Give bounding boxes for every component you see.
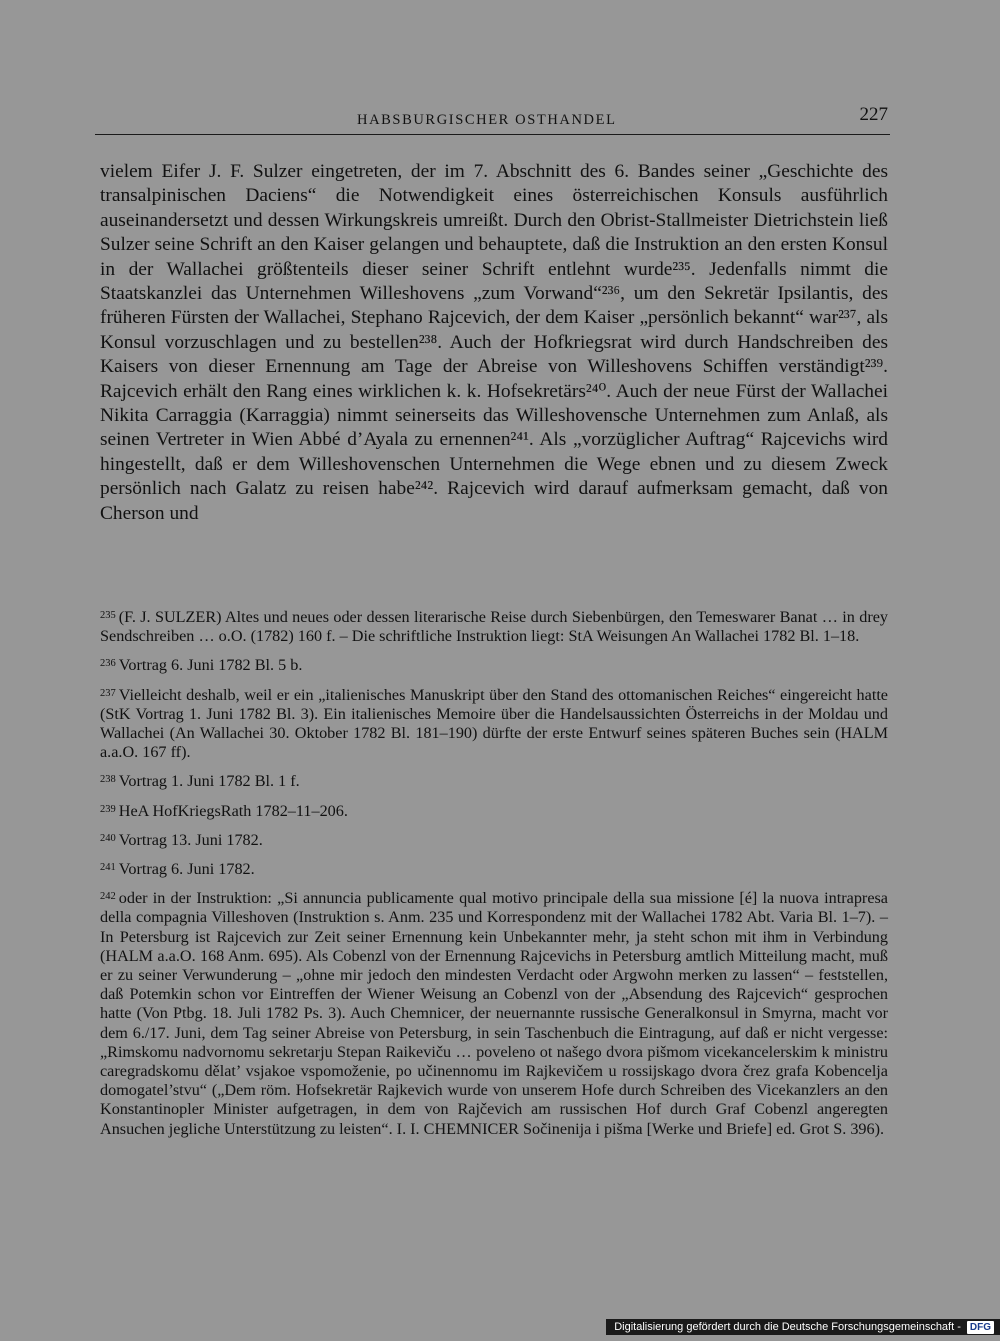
footnote-number: 235 [100,610,116,621]
digitization-credit: Digitalisierung gefördert durch die Deutsche Forschungsgemeinschaft - [614,1321,961,1333]
footnote-238 [100,770,888,791]
body-paragraph: vielem Eifer J. F. Sulzer eingetreten, der im 7. Abschnitt des 6. Bandes seiner „Geschichte des transalpinischen Daciens“ die Notwendigkeit eines österreichischen Konsuls ausführlich auseinandersetzt und dessen Wirkungskreis umreißt. Durch den Obrist-Stallmeister Dietrichstein ließ Sulzer seine Schrift an den Kaiser gelangen und behauptete, daß die Instruktion an den ersten Konsul in der Wallachei größtenteils dieser seiner Schrift entlehnt wurde²³⁵. Jedenfalls nimmt die Staatskanzlei das Unternehmen Willeshovens „zum Vorwand“²³⁶, um den Sekretär Ipsilantis, des früheren Fürsten der Wallachei, Stephano Rajcevich, der dem Kaiser „persönlich bekannt“ war²³⁷, als Konsul vorzuschlagen und zu bestellen²³⁸. Auch der Hofkriegsrat wird durch Handschreiben des Kaisers von dieser Ernennung am Tage der Abreise von Willeshovens Schiffen verständigt²³⁹. Rajcevich erhält den Rang eines wirklichen k. k. Hofsekretärs²⁴⁰. Auch der neue Fürst der Wallachei Nikita Carraggia (Karraggia) nimmt seinerseits das Willeshovensche Unternehmen zum Anlaß, als seinen Vertreter in Wien Abbé d’Ayala zu ernennen²⁴¹. Als „vorzüglicher Auftrag“ Rajcevichs wird hingestellt, daß er dem Willeshovenschen Unternehmen die Wege ebnen und zu diesem Zweck persönlich nach Galatz zu reisen habe²⁴². Rajcevich wird darauf aufmerksam gemacht, daß von Cherson und [100,161,888,524]
digitization-credit-bar [606,1319,1000,1335]
running-head: HABSBURGISCHER OSTHANDEL [357,112,617,128]
footnote-number: 242 [100,891,116,903]
footnotes [100,606,888,1147]
footnote-240 [100,829,888,850]
footnote-text: oder in der Instruktion: „Si annuncia publicamente qual motivo principale della sua missione [é] la nuova intrapresa della compagnia Villeshoven (Instruktion s. Anm. 235 und Korrespondenz mit der Wallachei 1782 Abt. Varia Bl. 1–7). – In Petersburg ist Rajcevich zur Zeit seiner Ernennung kein Unbekannter mehr, ja steht schon mit ihm in Verbindung (HALM a.a.O. 168 Anm. 695). Als Cobenzl von der Ernennung Rajcevichs in Petersburg amtlich Mitteilung macht, muß er zu seiner Verwunderung – „ohne mir jedoch den mindesten Verdacht oder Argwohn merken zu lassen“ – feststellen, daß Potemkin schon vor Eintreffen der Wiener Weisung an Cobenzl von der „Absendung des Rajcevich“ gesprochen hatte (Von Ptbg. 18. Juli 1782 Ps. 3). Auch Chemnicer, der neuernannte russische Generalkonsul in Smyrna, macht vor dem 6./17. Juni, dem Tag seiner Abreise von Petersburg, in sein Taschenbuch die Eintragung, auf daß er nicht vergesse: „Rimskomu nadvornomu sekretarju Stepan Raikeviču … poveleno ot našego dvora pišmom vicekancelerskim k ministru caregradskomu dělat’ vsjakoe vspomoženie, po učinennomu im Rajkevičem u rossijskago dvora črez grafa Kobencelja domogatel’stvu“ („Dem röm. Hofsekretär Rajkevich wurde von unserem Hofe durch Schreiben des Vicekanzlers an den Konstantinopler Minister aufgetragen, in dem von Rajčevich am russischen Hof durch Graf Cobenzl angeregten Ansuchen jegliche Unterstützung zu leisten“. I. I. CHEMNICER Sočinenija i pišma [Werke und Briefe] ed. Grot S. 396). [100,889,888,1138]
footnote-text: Vortrag 6. Juni 1782. [118,860,255,879]
footnote-text: HeA HofKriegsRath 1782–11–206. [118,801,348,820]
page-number: 227 [859,104,888,125]
footnote-number: 241 [100,862,116,874]
footnote-241 [100,858,888,879]
footnote-number: 239 [100,803,116,815]
footnote-number: 236 [100,658,116,670]
footnote-242 [100,887,888,1139]
page-header [95,104,890,135]
footnote-239 [100,800,888,821]
dfg-logo[interactable]: DFG [967,1321,994,1334]
footnote-text: Vortrag 6. Juni 1782 Bl. 5 b. [118,656,303,675]
footnote-number: 237 [100,687,116,699]
footnote-text: (F. J. SULZER) Altes und neues oder dessen literarische Reise durch Siebenbürgen, den Temeswarer Banat … in drey Sendschreiben … o.O. (1782) 160 f. – Die schriftliche Instruktion liegt: StA Weisungen An Wallachei 1782 Bl. 1–18. [100,608,888,646]
footnote-number: 240 [100,832,116,844]
footnote-text: Vortrag 13. Juni 1782. [118,830,263,849]
footnote-235 [100,606,888,646]
footnote-text: Vortrag 1. Juni 1782 Bl. 1 f. [118,772,300,791]
footnote-236 [100,654,888,675]
footnote-237 [100,684,888,763]
footnote-number: 238 [100,774,116,786]
footnote-text: Vielleicht deshalb, weil er ein „italienisches Manuskript über den Stand des ottomanischen Reiches“ eingereicht hatte (StK Vortrag 1. Juni 1782 Bl. 3). Ein italienisches Memoire über die Handelsaussichten Österreichs in der Moldau und Wallachei (An Wallachei 30. Oktober 1782 Bl. 181–190) dürfte der erste Entwurf seines späteren Buches sein (HALM a.a.O. 167 ff). [100,685,888,762]
